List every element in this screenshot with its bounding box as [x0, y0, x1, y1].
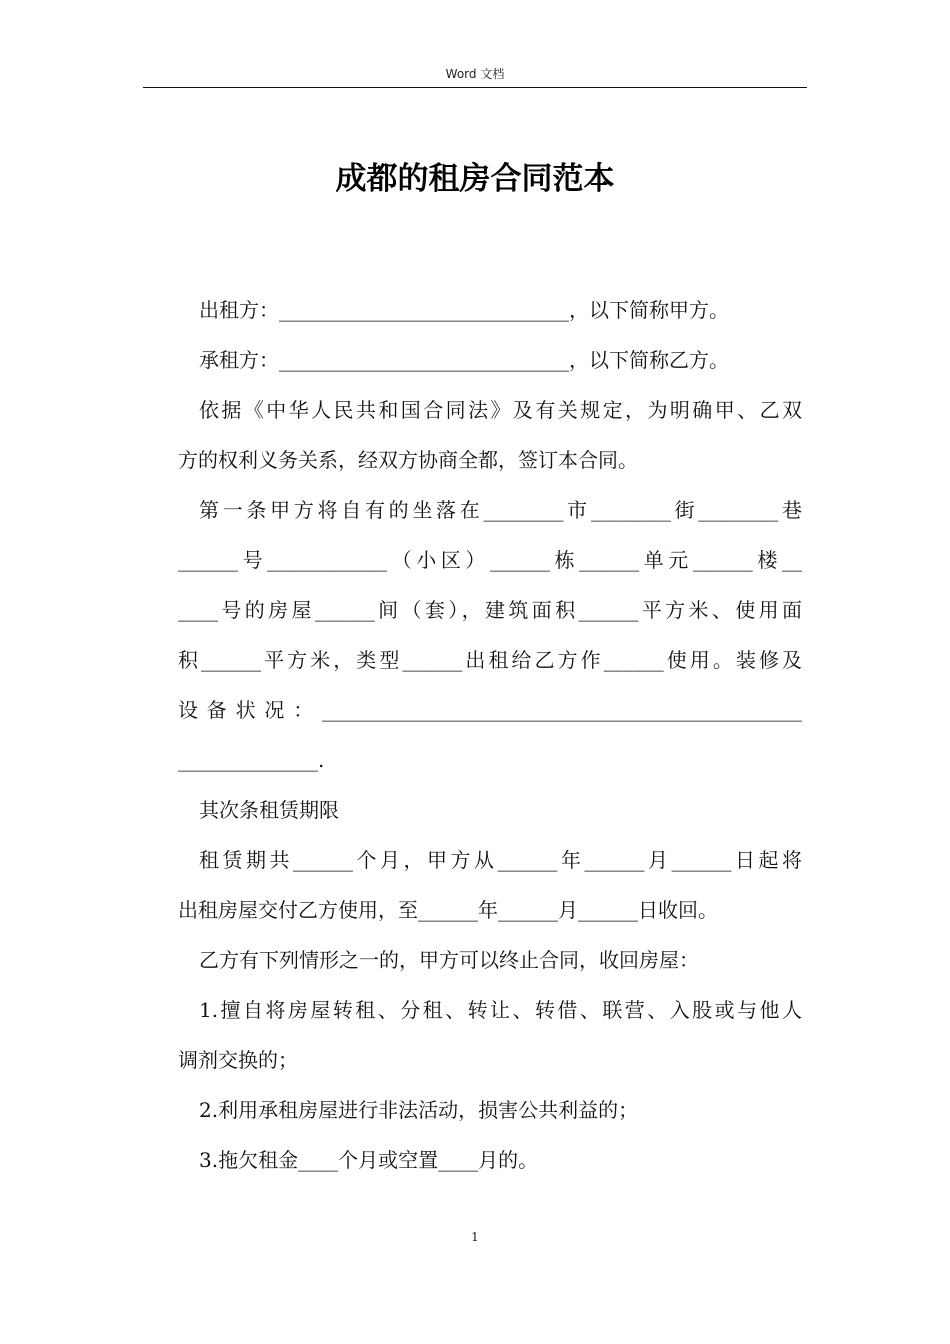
article-1-line: 积______平方米，类型______出租给乙方作______使用。装修及	[178, 648, 802, 672]
paragraph-line: 依据《中华人民共和国合同法》及有关规定，为明确甲、乙双	[199, 398, 802, 422]
termination-intro: 乙方有下列情形之一的，甲方可以终止合同，收回房屋：	[199, 948, 699, 972]
article-2-line: 出租房屋交付乙方使用，至______年______月______日收回。	[178, 898, 718, 922]
page-header: Word 文档	[445, 67, 505, 81]
document-title: 成都的租房合同范本	[335, 161, 615, 197]
lessor-line: 出租方：_____________________________，以下简称甲方。	[199, 298, 729, 322]
article-2-heading: 其次条租赁期限	[199, 798, 339, 822]
termination-item-1-cont: 调剂交换的；	[178, 1048, 298, 1072]
termination-item-3: 3.拖欠租金____个月或空置____月的。	[199, 1148, 539, 1172]
article-1-line: ______号____________（小区）______栋______单元______楼__	[178, 548, 802, 572]
lessee-line: 承租方：_____________________________，以下简称乙方。	[199, 348, 729, 372]
article-1-line: ______________.	[178, 748, 325, 772]
header-rule	[143, 87, 807, 88]
paragraph-line: 方的权利义务关系，经双方协商全都，签订本合同。	[178, 448, 638, 472]
document-body	[178, 285, 802, 1185]
article-1-line: ____号的房屋______间（套），建筑面积______平方米、使用面	[178, 598, 802, 622]
article-2-line: 租赁期共______个月，甲方从______年______月______日起将	[199, 848, 802, 872]
page-number: 1	[471, 1230, 479, 1244]
termination-item-1: 1.擅自将房屋转租、分租、转让、转借、联营、入股或与他人	[199, 998, 802, 1022]
article-1-line: 第一条甲方将自有的坐落在________市________街________巷	[199, 498, 802, 522]
termination-item-2: 2.利用承租房屋进行非法活动，损害公共利益的；	[199, 1098, 639, 1122]
article-1-line: 设备状况：________________________________________________	[178, 698, 802, 722]
